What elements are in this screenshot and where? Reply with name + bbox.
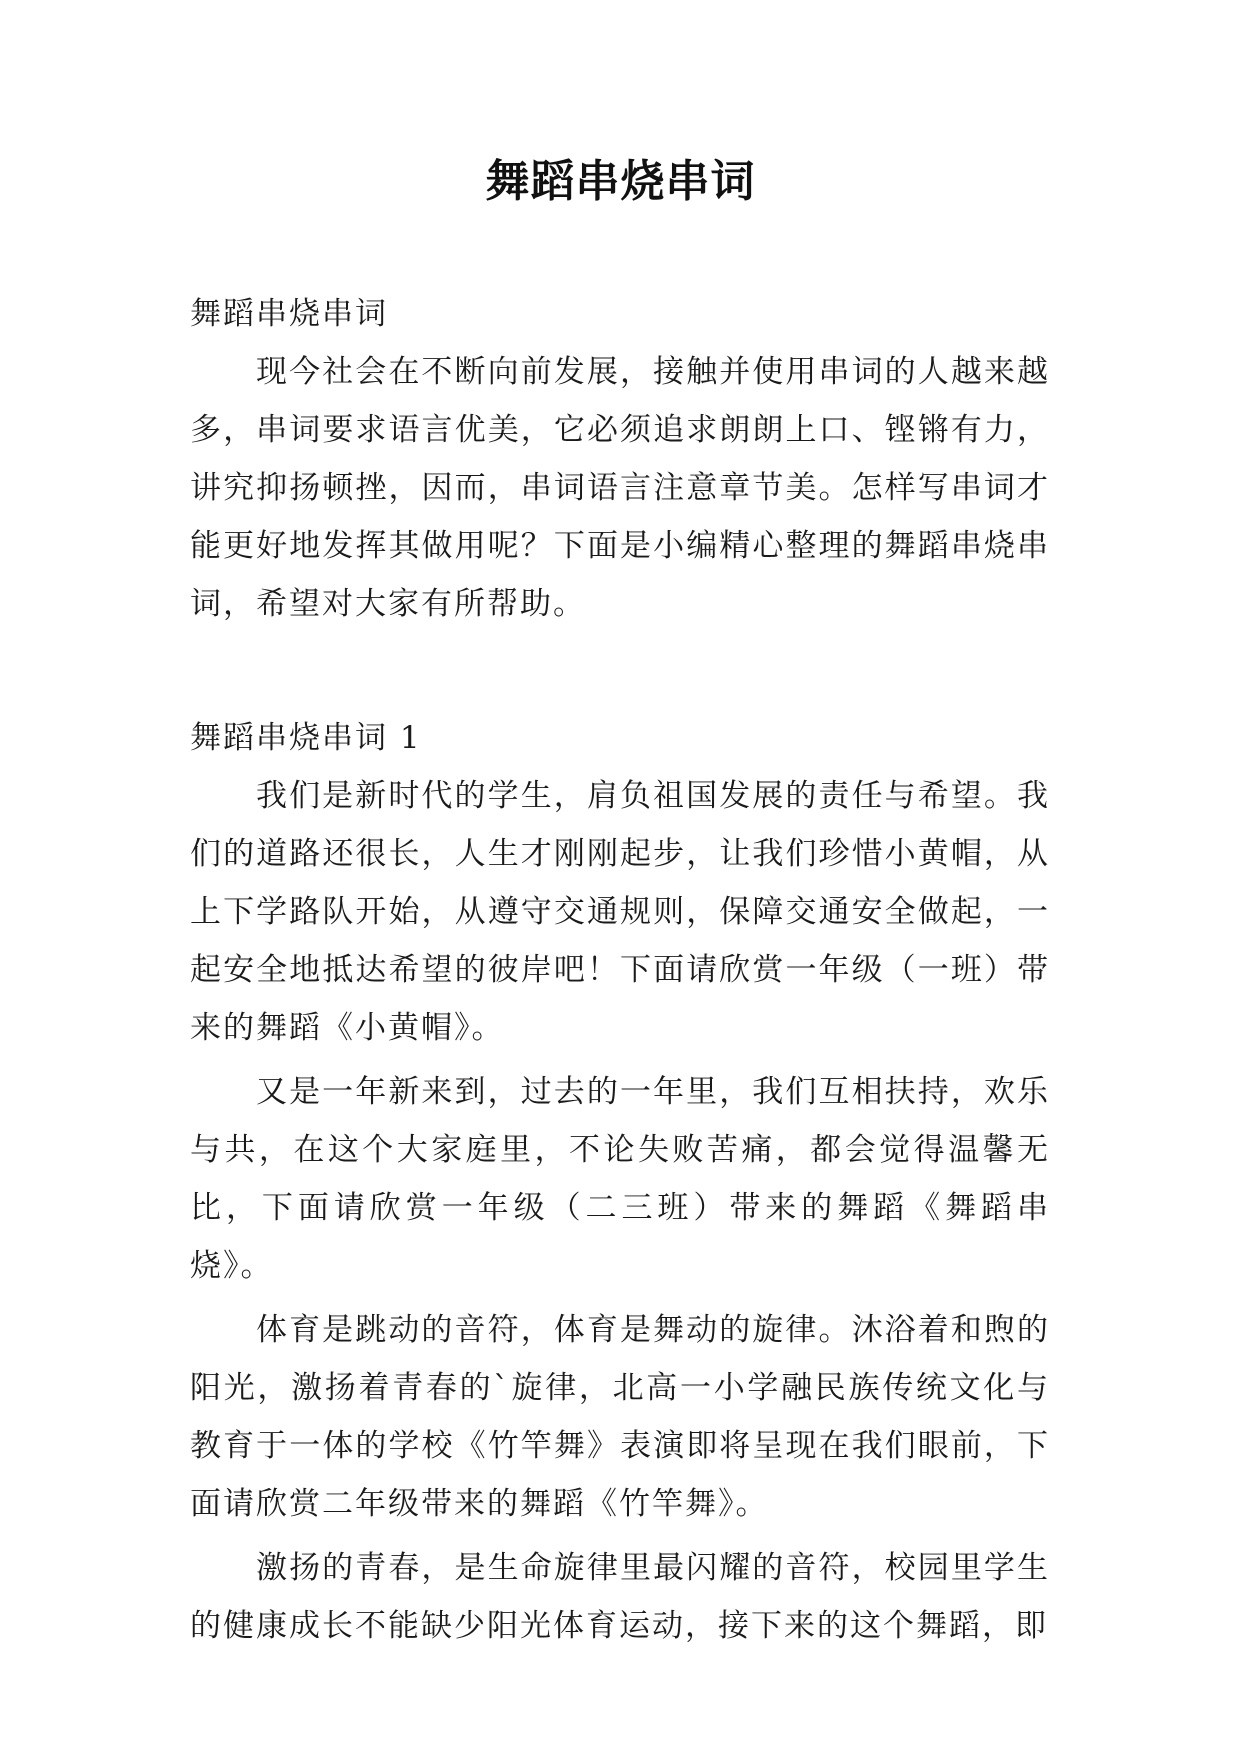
intro-paragraph: 现今社会在不断向前发展，接触并使用串词的人越来越多，串词要求语言优美，它必须追求朗朗上口、铿锵有力，讲究抑扬顿挫，因而，串词语言注意章节美。怎样写串词才能更好地发挥其做用呢？下面是小编精心整理的舞蹈串烧串词，希望对大家有所帮助。 bbox=[190, 354, 1050, 622]
section-heading: 舞蹈串烧串词 1 bbox=[190, 720, 422, 756]
document-title: 舞蹈串烧串词 bbox=[485, 156, 756, 207]
body-paragraph: 又是一年新来到，过去的一年里，我们互相扶持，欢乐与共，在这个大家庭里，不论失败苦痛，都会觉得温馨无比，下面请欣赏一年级（二三班）带来的舞蹈《舞蹈串烧》。 bbox=[190, 1074, 1050, 1284]
body-paragraph: 激扬的青春，是生命旋律里最闪耀的音符，校园里学生的健康成长不能缺少阳光体育运动，接下来的这个舞蹈，即 bbox=[190, 1550, 1050, 1644]
intro-heading: 舞蹈串烧串词 bbox=[190, 296, 388, 332]
body-paragraph: 体育是跳动的音符，体育是舞动的旋律。沐浴着和煦的阳光，激扬着青春的`旋律，北高一小学融民族传统文化与教育于一体的学校《竹竿舞》表演即将呈现在我们眼前，下面请欣赏二年级带来的舞蹈《竹竿舞》。 bbox=[190, 1312, 1050, 1522]
body-paragraph: 我们是新时代的学生，肩负祖国发展的责任与希望。我们的道路还很长，人生才刚刚起步，让我们珍惜小黄帽，从上下学路队开始，从遵守交通规则，保障交通安全做起，一起安全地抵达希望的彼岸吧！下面请欣赏一年级（一班）带来的舞蹈《小黄帽》。 bbox=[190, 778, 1050, 1046]
document-body bbox=[190, 285, 1050, 1655]
section-gap bbox=[190, 633, 1050, 709]
